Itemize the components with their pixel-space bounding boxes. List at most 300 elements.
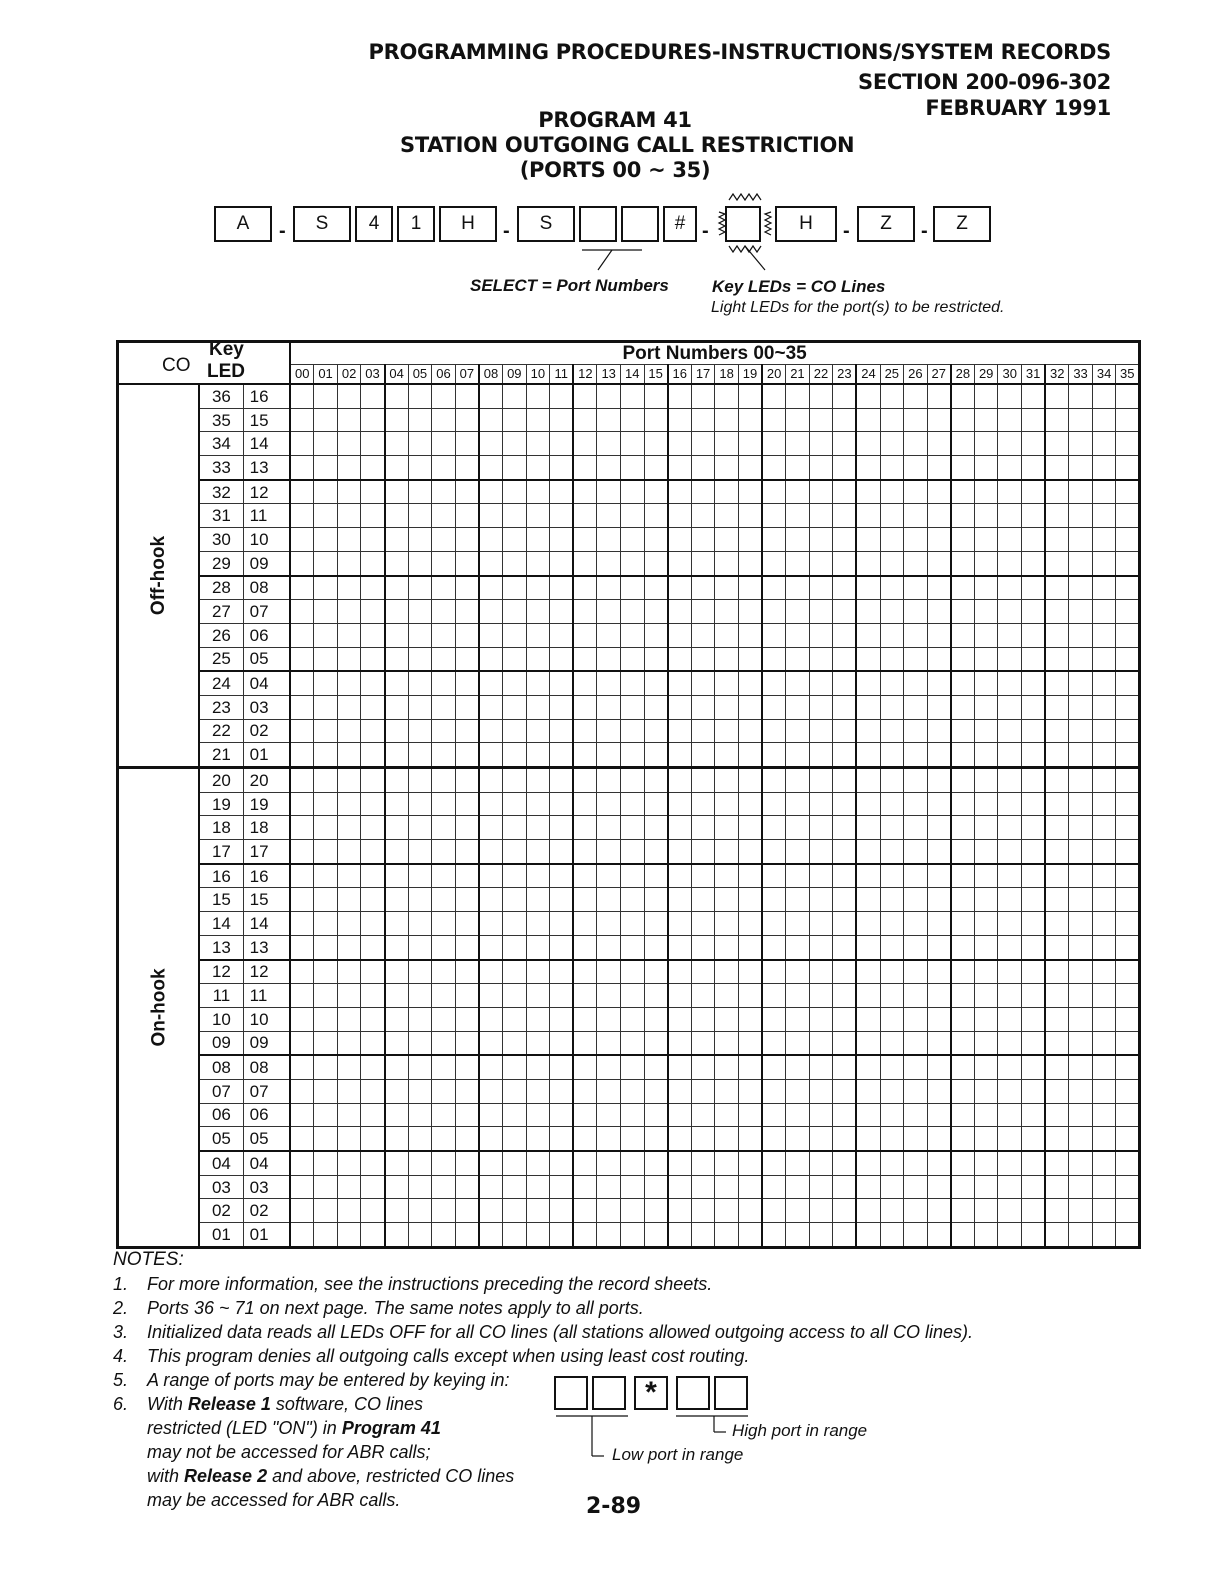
entry-cell[interactable]	[526, 864, 550, 888]
entry-cell[interactable]	[1092, 600, 1116, 624]
entry-cell[interactable]	[1092, 623, 1116, 647]
entry-cell[interactable]	[361, 984, 385, 1008]
entry-cell[interactable]	[573, 456, 597, 480]
entry-cell[interactable]	[786, 912, 810, 936]
entry-cell[interactable]	[550, 1127, 574, 1151]
entry-cell[interactable]	[550, 1055, 574, 1079]
entry-cell[interactable]	[786, 623, 810, 647]
entry-cell[interactable]	[904, 384, 928, 408]
entry-cell[interactable]	[715, 1055, 739, 1079]
entry-cell[interactable]	[314, 1223, 338, 1248]
entry-cell[interactable]	[856, 719, 880, 743]
entry-cell[interactable]	[974, 935, 998, 959]
entry-cell[interactable]	[573, 1199, 597, 1223]
entry-cell[interactable]	[856, 576, 880, 600]
entry-cell[interactable]	[314, 840, 338, 864]
entry-cell[interactable]	[856, 864, 880, 888]
entry-cell[interactable]	[361, 719, 385, 743]
entry-cell[interactable]	[691, 1031, 715, 1055]
entry-cell[interactable]	[597, 504, 621, 528]
entry-cell[interactable]	[809, 864, 833, 888]
entry-cell[interactable]	[762, 984, 786, 1008]
entry-cell[interactable]	[715, 432, 739, 456]
entry-cell[interactable]	[432, 935, 456, 959]
entry-cell[interactable]	[998, 743, 1022, 768]
entry-cell[interactable]	[479, 864, 503, 888]
entry-cell[interactable]	[526, 695, 550, 719]
entry-cell[interactable]	[1022, 1127, 1046, 1151]
entry-cell[interactable]	[432, 1199, 456, 1223]
entry-cell[interactable]	[644, 432, 668, 456]
entry-cell[interactable]	[597, 623, 621, 647]
entry-cell[interactable]	[550, 408, 574, 432]
entry-cell[interactable]	[1069, 384, 1093, 408]
entry-cell[interactable]	[691, 816, 715, 840]
entry-cell[interactable]	[762, 600, 786, 624]
entry-cell[interactable]	[951, 1031, 975, 1055]
entry-cell[interactable]	[738, 456, 762, 480]
entry-cell[interactable]	[597, 768, 621, 793]
entry-cell[interactable]	[1069, 984, 1093, 1008]
entry-cell[interactable]	[998, 671, 1022, 695]
entry-cell[interactable]	[455, 864, 479, 888]
entry-cell[interactable]	[526, 600, 550, 624]
entry-cell[interactable]	[385, 816, 409, 840]
entry-cell[interactable]	[1092, 719, 1116, 743]
entry-cell[interactable]	[809, 695, 833, 719]
entry-cell[interactable]	[337, 1199, 361, 1223]
entry-cell[interactable]	[644, 623, 668, 647]
entry-cell[interactable]	[455, 1055, 479, 1079]
entry-cell[interactable]	[1045, 551, 1069, 575]
entry-cell[interactable]	[668, 984, 692, 1008]
entry-cell[interactable]	[715, 1223, 739, 1248]
entry-cell[interactable]	[503, 984, 527, 1008]
entry-cell[interactable]	[597, 888, 621, 912]
entry-cell[interactable]	[479, 1151, 503, 1175]
entry-cell[interactable]	[880, 768, 904, 793]
entry-cell[interactable]	[1092, 1007, 1116, 1031]
entry-cell[interactable]	[998, 623, 1022, 647]
entry-cell[interactable]	[432, 743, 456, 768]
entry-cell[interactable]	[738, 528, 762, 552]
entry-cell[interactable]	[927, 743, 951, 768]
entry-cell[interactable]	[644, 840, 668, 864]
entry-cell[interactable]	[1045, 1103, 1069, 1127]
entry-cell[interactable]	[880, 816, 904, 840]
entry-cell[interactable]	[762, 743, 786, 768]
entry-cell[interactable]	[1116, 384, 1140, 408]
entry-cell[interactable]	[1069, 888, 1093, 912]
entry-cell[interactable]	[715, 888, 739, 912]
entry-cell[interactable]	[290, 528, 314, 552]
entry-cell[interactable]	[503, 671, 527, 695]
entry-cell[interactable]	[455, 840, 479, 864]
entry-cell[interactable]	[408, 1103, 432, 1127]
entry-cell[interactable]	[998, 456, 1022, 480]
entry-cell[interactable]	[408, 1199, 432, 1223]
entry-cell[interactable]	[715, 719, 739, 743]
entry-cell[interactable]	[526, 1007, 550, 1031]
entry-cell[interactable]	[573, 1223, 597, 1248]
entry-cell[interactable]	[361, 816, 385, 840]
entry-cell[interactable]	[927, 935, 951, 959]
entry-cell[interactable]	[620, 816, 644, 840]
entry-cell[interactable]	[1045, 912, 1069, 936]
entry-cell[interactable]	[738, 551, 762, 575]
entry-cell[interactable]	[1116, 912, 1140, 936]
entry-cell[interactable]	[455, 984, 479, 1008]
entry-cell[interactable]	[408, 816, 432, 840]
entry-cell[interactable]	[668, 671, 692, 695]
entry-cell[interactable]	[904, 623, 928, 647]
entry-cell[interactable]	[738, 1175, 762, 1199]
entry-cell[interactable]	[833, 695, 857, 719]
entry-cell[interactable]	[290, 1007, 314, 1031]
entry-cell[interactable]	[1045, 432, 1069, 456]
entry-cell[interactable]	[432, 576, 456, 600]
entry-cell[interactable]	[526, 792, 550, 816]
entry-cell[interactable]	[526, 1151, 550, 1175]
entry-cell[interactable]	[1022, 792, 1046, 816]
entry-cell[interactable]	[290, 1223, 314, 1248]
entry-cell[interactable]	[691, 1127, 715, 1151]
entry-cell[interactable]	[408, 888, 432, 912]
entry-cell[interactable]	[974, 1055, 998, 1079]
entry-cell[interactable]	[1069, 551, 1093, 575]
entry-cell[interactable]	[974, 1103, 998, 1127]
entry-cell[interactable]	[1045, 695, 1069, 719]
entry-cell[interactable]	[479, 1175, 503, 1199]
entry-cell[interactable]	[337, 528, 361, 552]
entry-cell[interactable]	[455, 576, 479, 600]
entry-cell[interactable]	[1022, 576, 1046, 600]
entry-cell[interactable]	[314, 935, 338, 959]
entry-cell[interactable]	[644, 864, 668, 888]
entry-cell[interactable]	[1092, 960, 1116, 984]
entry-cell[interactable]	[833, 504, 857, 528]
entry-cell[interactable]	[385, 1055, 409, 1079]
entry-cell[interactable]	[644, 480, 668, 504]
entry-cell[interactable]	[856, 456, 880, 480]
entry-cell[interactable]	[856, 408, 880, 432]
entry-cell[interactable]	[951, 840, 975, 864]
entry-cell[interactable]	[833, 840, 857, 864]
entry-cell[interactable]	[503, 743, 527, 768]
entry-cell[interactable]	[550, 768, 574, 793]
entry-cell[interactable]	[361, 456, 385, 480]
entry-cell[interactable]	[620, 743, 644, 768]
entry-cell[interactable]	[998, 1151, 1022, 1175]
entry-cell[interactable]	[1092, 864, 1116, 888]
entry-cell[interactable]	[809, 768, 833, 793]
entry-cell[interactable]	[715, 504, 739, 528]
entry-cell[interactable]	[668, 960, 692, 984]
entry-cell[interactable]	[786, 432, 810, 456]
entry-cell[interactable]	[573, 888, 597, 912]
entry-cell[interactable]	[856, 551, 880, 575]
entry-cell[interactable]	[738, 1199, 762, 1223]
entry-cell[interactable]	[927, 671, 951, 695]
entry-cell[interactable]	[337, 888, 361, 912]
entry-cell[interactable]	[668, 1007, 692, 1031]
entry-cell[interactable]	[904, 600, 928, 624]
entry-cell[interactable]	[974, 1007, 998, 1031]
entry-cell[interactable]	[1022, 984, 1046, 1008]
entry-cell[interactable]	[951, 1079, 975, 1103]
entry-cell[interactable]	[1069, 695, 1093, 719]
entry-cell[interactable]	[550, 888, 574, 912]
entry-cell[interactable]	[1022, 1151, 1046, 1175]
entry-cell[interactable]	[809, 480, 833, 504]
entry-cell[interactable]	[479, 984, 503, 1008]
entry-cell[interactable]	[290, 456, 314, 480]
entry-cell[interactable]	[998, 792, 1022, 816]
entry-cell[interactable]	[432, 504, 456, 528]
entry-cell[interactable]	[455, 623, 479, 647]
entry-cell[interactable]	[455, 528, 479, 552]
entry-cell[interactable]	[904, 551, 928, 575]
entry-cell[interactable]	[290, 1079, 314, 1103]
entry-cell[interactable]	[644, 912, 668, 936]
entry-cell[interactable]	[573, 1103, 597, 1127]
entry-cell[interactable]	[856, 1223, 880, 1248]
entry-cell[interactable]	[809, 551, 833, 575]
entry-cell[interactable]	[1022, 864, 1046, 888]
entry-cell[interactable]	[550, 647, 574, 671]
entry-cell[interactable]	[620, 935, 644, 959]
entry-cell[interactable]	[833, 600, 857, 624]
entry-cell[interactable]	[385, 1151, 409, 1175]
entry-cell[interactable]	[786, 1151, 810, 1175]
entry-cell[interactable]	[503, 816, 527, 840]
entry-cell[interactable]	[786, 1199, 810, 1223]
entry-cell[interactable]	[337, 384, 361, 408]
entry-cell[interactable]	[644, 935, 668, 959]
entry-cell[interactable]	[833, 1151, 857, 1175]
entry-cell[interactable]	[927, 768, 951, 793]
entry-cell[interactable]	[361, 551, 385, 575]
entry-cell[interactable]	[951, 1175, 975, 1199]
entry-cell[interactable]	[455, 1175, 479, 1199]
entry-cell[interactable]	[809, 792, 833, 816]
entry-cell[interactable]	[361, 480, 385, 504]
entry-cell[interactable]	[951, 1223, 975, 1248]
entry-cell[interactable]	[361, 1223, 385, 1248]
entry-cell[interactable]	[361, 1127, 385, 1151]
entry-cell[interactable]	[668, 647, 692, 671]
entry-cell[interactable]	[998, 1199, 1022, 1223]
entry-cell[interactable]	[290, 935, 314, 959]
entry-cell[interactable]	[1116, 840, 1140, 864]
entry-cell[interactable]	[314, 960, 338, 984]
entry-cell[interactable]	[620, 984, 644, 1008]
entry-cell[interactable]	[620, 1223, 644, 1248]
entry-cell[interactable]	[833, 480, 857, 504]
entry-cell[interactable]	[715, 1127, 739, 1151]
entry-cell[interactable]	[974, 408, 998, 432]
entry-cell[interactable]	[385, 647, 409, 671]
entry-cell[interactable]	[809, 1199, 833, 1223]
entry-cell[interactable]	[762, 647, 786, 671]
entry-cell[interactable]	[786, 551, 810, 575]
entry-cell[interactable]	[573, 816, 597, 840]
entry-cell[interactable]	[290, 960, 314, 984]
entry-cell[interactable]	[1069, 792, 1093, 816]
entry-cell[interactable]	[786, 1127, 810, 1151]
entry-cell[interactable]	[597, 935, 621, 959]
entry-cell[interactable]	[833, 456, 857, 480]
entry-cell[interactable]	[455, 432, 479, 456]
entry-cell[interactable]	[833, 1031, 857, 1055]
entry-cell[interactable]	[998, 1223, 1022, 1248]
entry-cell[interactable]	[573, 695, 597, 719]
entry-cell[interactable]	[786, 671, 810, 695]
entry-cell[interactable]	[573, 1151, 597, 1175]
entry-cell[interactable]	[786, 960, 810, 984]
entry-cell[interactable]	[1045, 984, 1069, 1008]
entry-cell[interactable]	[314, 888, 338, 912]
entry-cell[interactable]	[880, 695, 904, 719]
entry-cell[interactable]	[644, 456, 668, 480]
entry-cell[interactable]	[1022, 743, 1046, 768]
entry-cell[interactable]	[880, 408, 904, 432]
entry-cell[interactable]	[809, 456, 833, 480]
entry-cell[interactable]	[573, 408, 597, 432]
entry-cell[interactable]	[479, 456, 503, 480]
entry-cell[interactable]	[526, 935, 550, 959]
entry-cell[interactable]	[856, 912, 880, 936]
entry-cell[interactable]	[597, 576, 621, 600]
entry-cell[interactable]	[408, 456, 432, 480]
entry-cell[interactable]	[809, 816, 833, 840]
entry-cell[interactable]	[951, 671, 975, 695]
entry-cell[interactable]	[597, 408, 621, 432]
entry-cell[interactable]	[1045, 1007, 1069, 1031]
entry-cell[interactable]	[455, 960, 479, 984]
entry-cell[interactable]	[620, 1151, 644, 1175]
entry-cell[interactable]	[455, 1199, 479, 1223]
entry-cell[interactable]	[597, 912, 621, 936]
entry-cell[interactable]	[620, 719, 644, 743]
entry-cell[interactable]	[880, 1127, 904, 1151]
entry-cell[interactable]	[620, 647, 644, 671]
entry-cell[interactable]	[951, 743, 975, 768]
entry-cell[interactable]	[833, 768, 857, 793]
entry-cell[interactable]	[927, 432, 951, 456]
entry-cell[interactable]	[833, 960, 857, 984]
entry-cell[interactable]	[880, 647, 904, 671]
entry-cell[interactable]	[880, 623, 904, 647]
entry-cell[interactable]	[1022, 719, 1046, 743]
entry-cell[interactable]	[668, 1031, 692, 1055]
entry-cell[interactable]	[1069, 1007, 1093, 1031]
entry-cell[interactable]	[1116, 816, 1140, 840]
entry-cell[interactable]	[1045, 840, 1069, 864]
entry-cell[interactable]	[833, 743, 857, 768]
entry-cell[interactable]	[550, 623, 574, 647]
entry-cell[interactable]	[385, 456, 409, 480]
entry-cell[interactable]	[479, 1007, 503, 1031]
entry-cell[interactable]	[715, 551, 739, 575]
entry-cell[interactable]	[715, 623, 739, 647]
entry-cell[interactable]	[408, 960, 432, 984]
entry-cell[interactable]	[479, 432, 503, 456]
entry-cell[interactable]	[1069, 1031, 1093, 1055]
entry-cell[interactable]	[290, 912, 314, 936]
entry-cell[interactable]	[833, 864, 857, 888]
entry-cell[interactable]	[361, 623, 385, 647]
entry-cell[interactable]	[738, 792, 762, 816]
entry-cell[interactable]	[597, 864, 621, 888]
entry-cell[interactable]	[1069, 743, 1093, 768]
entry-cell[interactable]	[290, 1127, 314, 1151]
entry-cell[interactable]	[408, 623, 432, 647]
entry-cell[interactable]	[927, 984, 951, 1008]
entry-cell[interactable]	[290, 816, 314, 840]
entry-cell[interactable]	[668, 1055, 692, 1079]
entry-cell[interactable]	[1092, 1079, 1116, 1103]
entry-cell[interactable]	[1069, 816, 1093, 840]
entry-cell[interactable]	[620, 792, 644, 816]
entry-cell[interactable]	[479, 1199, 503, 1223]
entry-cell[interactable]	[927, 1151, 951, 1175]
entry-cell[interactable]	[738, 1007, 762, 1031]
entry-cell[interactable]	[809, 840, 833, 864]
entry-cell[interactable]	[314, 1103, 338, 1127]
entry-cell[interactable]	[573, 480, 597, 504]
entry-cell[interactable]	[314, 623, 338, 647]
entry-cell[interactable]	[762, 576, 786, 600]
entry-cell[interactable]	[856, 1007, 880, 1031]
entry-cell[interactable]	[526, 504, 550, 528]
entry-cell[interactable]	[314, 743, 338, 768]
entry-cell[interactable]	[786, 695, 810, 719]
entry-cell[interactable]	[503, 480, 527, 504]
entry-cell[interactable]	[1116, 888, 1140, 912]
entry-cell[interactable]	[455, 647, 479, 671]
entry-cell[interactable]	[479, 480, 503, 504]
entry-cell[interactable]	[951, 816, 975, 840]
entry-cell[interactable]	[644, 1007, 668, 1031]
entry-cell[interactable]	[361, 528, 385, 552]
entry-cell[interactable]	[385, 1175, 409, 1199]
entry-cell[interactable]	[526, 960, 550, 984]
entry-cell[interactable]	[408, 1175, 432, 1199]
entry-cell[interactable]	[1069, 1079, 1093, 1103]
entry-cell[interactable]	[927, 551, 951, 575]
entry-cell[interactable]	[337, 1103, 361, 1127]
entry-cell[interactable]	[974, 384, 998, 408]
entry-cell[interactable]	[904, 1079, 928, 1103]
entry-cell[interactable]	[809, 623, 833, 647]
entry-cell[interactable]	[385, 504, 409, 528]
entry-cell[interactable]	[738, 408, 762, 432]
entry-cell[interactable]	[974, 1127, 998, 1151]
entry-cell[interactable]	[786, 408, 810, 432]
entry-cell[interactable]	[951, 647, 975, 671]
entry-cell[interactable]	[904, 504, 928, 528]
entry-cell[interactable]	[668, 551, 692, 575]
entry-cell[interactable]	[998, 960, 1022, 984]
entry-cell[interactable]	[1092, 1031, 1116, 1055]
entry-cell[interactable]	[337, 623, 361, 647]
entry-cell[interactable]	[314, 1199, 338, 1223]
entry-cell[interactable]	[1092, 1103, 1116, 1127]
entry-cell[interactable]	[951, 384, 975, 408]
entry-cell[interactable]	[927, 719, 951, 743]
entry-cell[interactable]	[738, 671, 762, 695]
